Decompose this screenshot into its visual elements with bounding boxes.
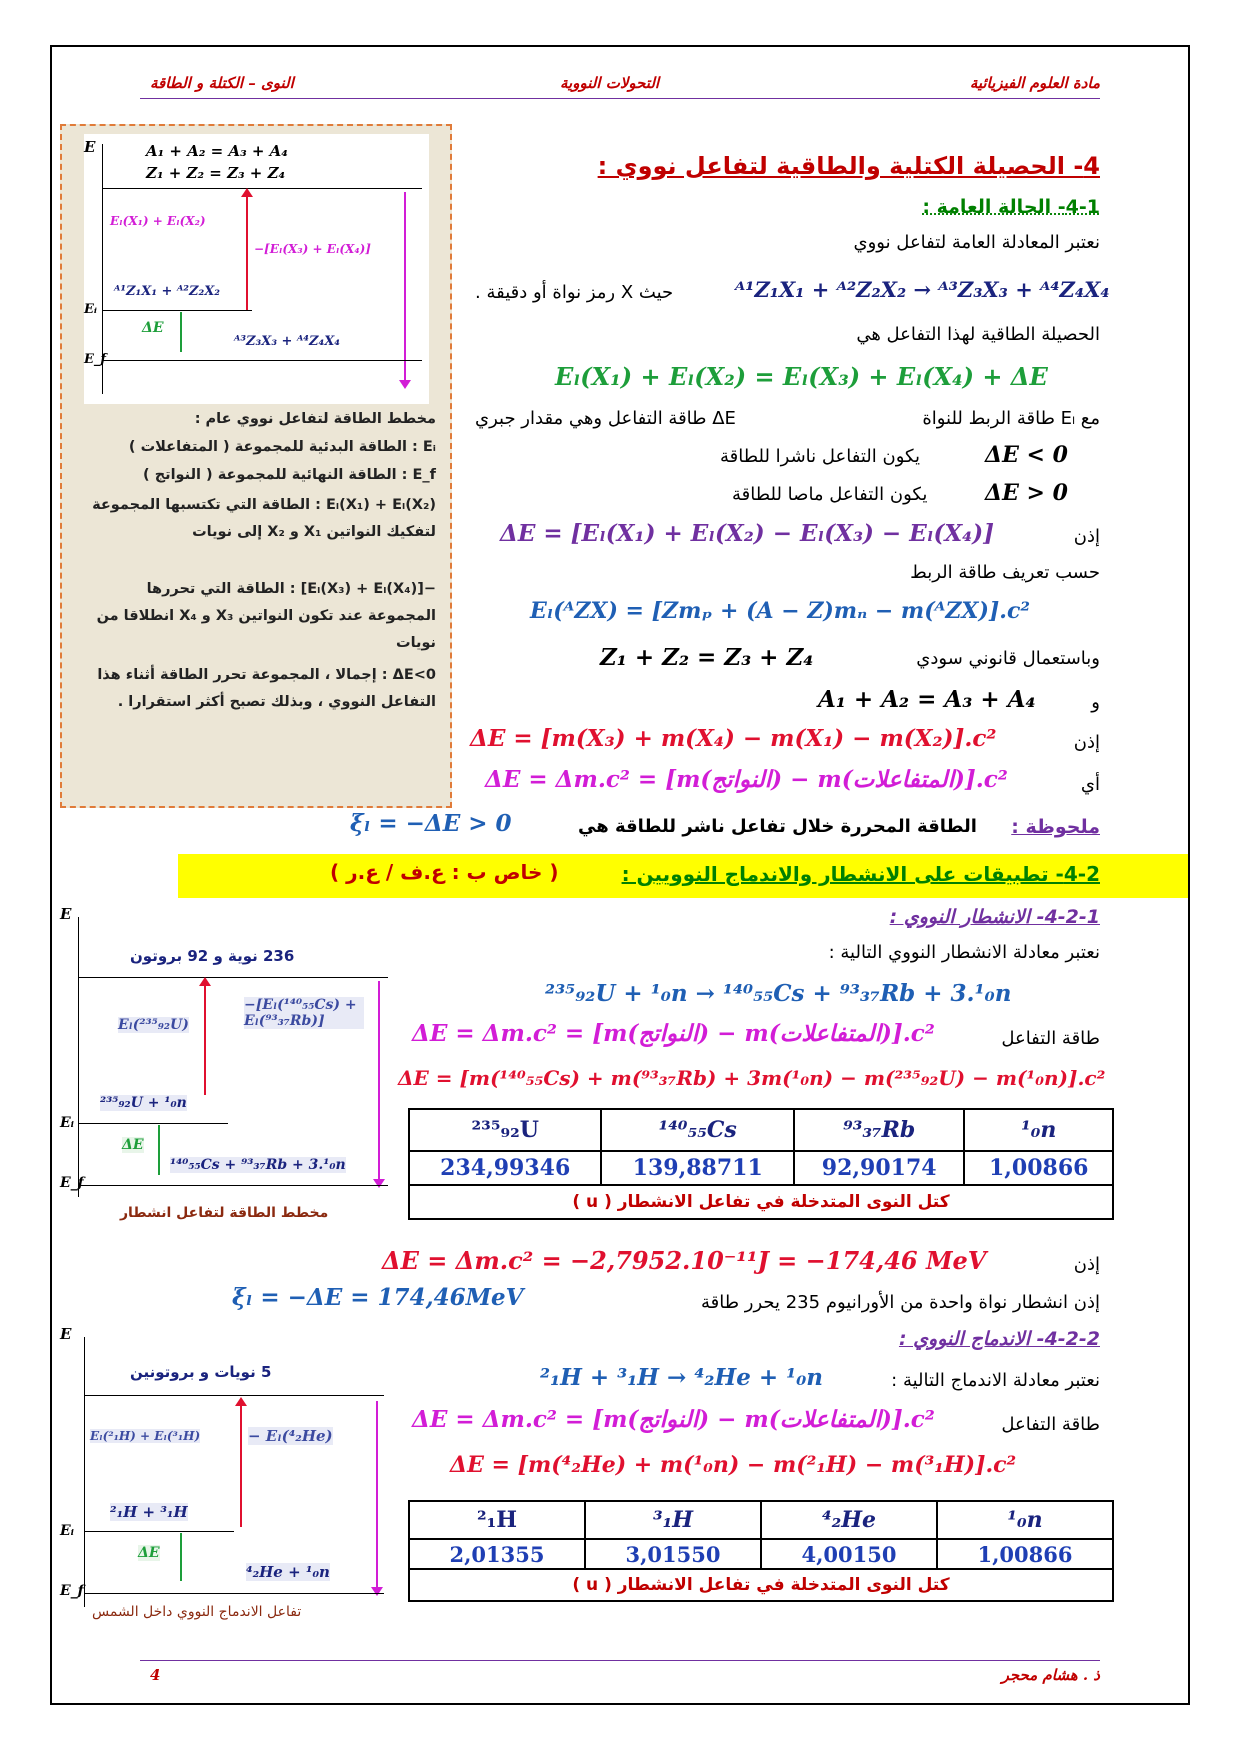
section-title: 4- الحصيلة الكتلية والطاقية لتفاعل نووي : (597, 152, 1100, 180)
top-level (102, 188, 422, 189)
fusion-table-caption: كتل النوى المتدخلة في تفاعل الانشطار ( u ) (409, 1569, 1113, 1601)
de-negative: ΔE < 0 (985, 442, 1068, 468)
footer-author: ذ . هشام محجر (1001, 1666, 1100, 1684)
general-equation: ᴬ¹Z₁X₁ + ᴬ²Z₂X₂ → ᴬ³Z₃X₃ + ᴬ⁴Z₄X₄ (735, 277, 1110, 302)
down-arrow (378, 981, 380, 1181)
section42-special: ( خاص ب : ع.ف / ع.ر ) (330, 860, 559, 884)
legend-ef: E_f : الطاقة النهائية للمجموعة ( النواتج ) (143, 467, 436, 483)
ef-level (78, 1185, 388, 1186)
col-cs: ¹⁴⁰₅₅Cs (601, 1109, 793, 1151)
reactants-label: ᴬ¹Z₁X₁ + ᴬ²Z₂X₂ (114, 284, 220, 299)
fission-de-general: ΔE = Δm.c² = [m(النواتج) − m(المتفاعلات)].c² (412, 1020, 935, 1047)
down-arrow-head (371, 1587, 383, 1596)
ie-text: أي (1080, 774, 1100, 795)
fission-diagram-caption: مخطط الطاقة لتفاعل انشطار (120, 1205, 329, 1221)
top-level (78, 977, 388, 978)
ei-label: Eᵢ (84, 302, 98, 317)
el-products-label: −[Eₗ(X₃) + Eₗ(X₄)] (254, 242, 371, 256)
a-conservation: A₁ + A₂ = A₃ + A₄ (818, 686, 1036, 713)
legend-title: مخطط الطاقة لتفاعل نووي عام : (194, 411, 436, 427)
top-level-label: 236 نوية و 92 بروتون (130, 947, 295, 965)
fission-mass-table (408, 1108, 1114, 1220)
a-conservation: A₁ + A₂ = A₃ + A₄ (146, 142, 288, 160)
mass-h3: 3,01550 (585, 1539, 761, 1569)
up-arrow-head (199, 977, 211, 986)
note-text: الطاقة المحررة خلال تفاعل ناشر للطاقة هي (578, 816, 977, 837)
fission-intro: نعتبر معادلة الانشطار النووي التالية : (828, 942, 1100, 963)
col-n: ¹₀n (937, 1501, 1113, 1539)
top-level-label: 5 نويات و بروتونين (130, 1363, 272, 1381)
col-h2: ²₁H (409, 1501, 585, 1539)
note-label: ملحوظة : (1011, 816, 1100, 838)
de-eq3: ΔE = Δm.c² = [m(النواتج) − m(المتفاعلات)].c² (485, 766, 1008, 793)
ei-level (102, 310, 252, 311)
reactants-label: ²³⁵₉₂U + ¹₀n (100, 1095, 187, 1111)
de-label: ΔE (138, 1545, 160, 1561)
footer-divider (140, 1660, 1100, 1661)
with-el: مع Eₗ طاقة الربط للنواة (922, 408, 1100, 429)
ef-level (102, 360, 422, 361)
el-products-label: −[Eₗ(¹⁴⁰₅₅Cs) + Eₗ(⁹³₃₇Rb)] (244, 997, 364, 1029)
fusion-de-detail: ΔE = [m(⁴₂He) + m(¹₀n) − m(²₁H) − m(³₁H)].c² (450, 1452, 1017, 1478)
mass-cs: 139,88711 (601, 1151, 793, 1185)
de-positive: ΔE > 0 (985, 480, 1068, 506)
subsection-general: 4-1- الحالة العامة : (922, 196, 1100, 218)
up-arrow (246, 192, 248, 310)
de-eq2: ΔE = [m(X₃) + m(X₄) − m(X₁) − m(X₂)].c² (470, 725, 997, 752)
ei-label: Eᵢ (60, 1115, 75, 1131)
fusion-diagram-caption: تفاعل الاندماج النووي داخل الشمس (92, 1604, 302, 1620)
mass-he: 4,00150 (761, 1539, 937, 1569)
general-diagram-box (60, 124, 452, 808)
energy-axis (78, 917, 79, 1197)
down-arrow (404, 192, 406, 382)
up-arrow-head (241, 188, 253, 197)
col-u: ²³⁵₉₂U (409, 1109, 601, 1151)
de-label: ΔE (142, 320, 164, 336)
fission-conclusion: إذن انشطار نواة واحدة من الأورانيوم 235 يحرر طاقة (700, 1292, 1100, 1313)
col-h3: ³₁H (585, 1501, 761, 1539)
el-products-label: − Eₗ(⁴₂He) (248, 1427, 333, 1445)
fusion-energy-label: طاقة التفاعل (1001, 1414, 1100, 1435)
intro-text: نعتبر المعادلة العامة لتفاعل نووي (853, 232, 1100, 253)
el-reactants-label: Eₗ(X₁) + Eₗ(X₂) (110, 214, 206, 228)
up-arrow (240, 1401, 242, 1527)
de-eq1: ΔE = [Eₗ(X₁) + Eₗ(X₂) − Eₗ(X₃) − Eₗ(X₄)] (500, 520, 995, 547)
fission-de-detail: ΔE = [m(¹⁴⁰₅₅Cs) + m(⁹³₃₇Rb) + 3m(¹₀n) − m(²³⁵₉₂U) − m(¹₀n)].c² (398, 1066, 1106, 1090)
mass-rb: 92,90174 (794, 1151, 965, 1185)
header-divider (140, 98, 1100, 99)
ef-label: E_f (60, 1175, 84, 1191)
section42-title: 4-2- تطبيقات على الانشطار والاندماج النوويين : (621, 862, 1100, 886)
up-arrow-head (235, 1397, 247, 1406)
and-text: و (1091, 692, 1100, 713)
fission-then: إذن (1073, 1254, 1100, 1275)
el-reactants-label: Eₗ(²₁H) + Eₗ(³₁H) (90, 1429, 201, 1443)
general-energy-diagram (84, 134, 429, 404)
de-definition: ΔE طاقة التفاعل وهي مقدار جبري (475, 408, 736, 429)
then-2: إذن (1073, 732, 1100, 753)
fusion-equation: ²₁H + ³₁H → ⁴₂He + ¹₀n (540, 1364, 823, 1391)
axis-label: E (84, 138, 96, 156)
products-label: ⁴₂He + ¹₀n (246, 1563, 330, 1581)
mass-n: 1,00866 (964, 1151, 1113, 1185)
fission-title: 4-2-1- الانشطار النووي : (889, 906, 1100, 928)
el-u-label: Eₗ(²³⁵₉₂U) (118, 1017, 189, 1033)
ef-level (84, 1593, 384, 1594)
top-level (84, 1395, 384, 1396)
legend-ei: Eᵢ : الطاقة البدئية للمجموعة ( المتفاعلات ) (128, 439, 436, 455)
axis-label: E (60, 1325, 72, 1343)
legend-el-react: Eₗ(X₁) + Eₗ(X₂) : الطاقة التي تكتسبها المجموعة لتفكيك النواتين X₁ و X₂ إلى نويات (92, 497, 436, 540)
where-x: حيث X رمز نواة أو دقيقة . (475, 282, 674, 303)
mass-u: 234,99346 (409, 1151, 601, 1185)
energy-balance-label: الحصيلة الطاقية لهذا التفاعل هي (856, 324, 1100, 345)
de-positive-text: يكون التفاعل ماصا للطاقة (732, 484, 928, 505)
de-arrow (180, 312, 182, 352)
page-number: 4 (150, 1666, 161, 1684)
by-definition: حسب تعريف طاقة الربط (910, 562, 1100, 583)
axis-label: E (60, 905, 72, 923)
header-topic: النوى – الكتلة و الطاقة (150, 74, 294, 92)
legend-el-prod: −[Eₗ(X₃) + Eₗ(X₄)] : الطاقة التي تحررها المجموعة عند تكون النواتين X₃ و X₄ انطلاقا من نويات (96, 581, 436, 651)
products-label: ¹⁴⁰₅₅Cs + ⁹³₃₇Rb + 3.¹₀n (170, 1157, 346, 1173)
fusion-mass-table (408, 1500, 1114, 1602)
ei-label: Eᵢ (60, 1523, 75, 1539)
ei-level (78, 1123, 228, 1124)
mass-h2: 2,01355 (409, 1539, 585, 1569)
col-n: ¹₀n (964, 1109, 1113, 1151)
legend-de: ΔE<0 : إجمالا ، المجموعة تحرر الطاقة أثناء هذا التفاعل النووي ، وبذلك تصبح أكثر استقرارا . (97, 667, 436, 710)
fission-equation: ²³⁵₉₂U + ¹₀n → ¹⁴⁰₅₅Cs + ⁹³₃₇Rb + 3.¹₀n (545, 980, 1012, 1007)
fission-xi: ξₗ = −ΔE = 174,46MeV (232, 1284, 524, 1311)
de-arrow (180, 1533, 182, 1581)
note-eq: ξₗ = −ΔE > 0 (350, 810, 512, 837)
z-conservation: Z₁ + Z₂ = Z₃ + Z₄ (600, 644, 814, 671)
fission-result: ΔE = Δm.c² = −2,7952.10⁻¹¹J = −174,46 MeV (382, 1246, 987, 1275)
el-definition: Eₗ(ᴬZX) = [Zmₚ + (A − Z)mₙ − m(ᴬZX)].c² (530, 598, 1030, 624)
fission-table-caption: كتل النوى المتدخلة في تفاعل الانشطار ( u ) (409, 1185, 1113, 1219)
ef-label: E_f (84, 352, 107, 367)
down-arrow (376, 1401, 378, 1589)
reactants-label: ²₁H + ³₁H (110, 1503, 188, 1521)
energy-balance-eq: Eₗ(X₁) + Eₗ(X₂) = Eₗ(X₃) + Eₗ(X₄) + ΔE (555, 362, 1048, 391)
de-arrow (158, 1125, 160, 1175)
then-1: إذن (1073, 526, 1100, 547)
de-negative-text: يكون التفاعل ناشرا للطاقة (720, 446, 920, 467)
col-he: ⁴₂He (761, 1501, 937, 1539)
soddy-text: وباستعمال قانوني سودي (916, 648, 1100, 669)
col-rb: ⁹³₃₇Rb (794, 1109, 965, 1151)
down-arrow-head (399, 380, 411, 389)
energy-axis (84, 1337, 85, 1607)
mass-n: 1,00866 (937, 1539, 1113, 1569)
fusion-energy-diagram (60, 1325, 390, 1615)
fusion-intro: نعتبر معادلة الاندماج التالية : (891, 1370, 1100, 1391)
fusion-de-general: ΔE = Δm.c² = [m(النواتج) − m(المتفاعلات)].c² (412, 1406, 935, 1433)
down-arrow-head (373, 1179, 385, 1188)
up-arrow (204, 981, 206, 1095)
header-chapter: التحولات النووية (560, 74, 660, 92)
ef-label: E_f (60, 1583, 84, 1599)
header-subject: مادة العلوم الفيزيائية (969, 74, 1100, 92)
products-label: ᴬ³Z₃X₃ + ᴬ⁴Z₄X₄ (234, 334, 340, 349)
ei-level (84, 1531, 234, 1532)
fission-energy-label: طاقة التفاعل (1001, 1028, 1100, 1049)
fusion-title: 4-2-2- الاندماج النووي : (898, 1328, 1100, 1350)
fission-energy-diagram (60, 905, 390, 1215)
de-label: ΔE (122, 1137, 144, 1153)
z-conservation: Z₁ + Z₂ = Z₃ + Z₄ (146, 164, 286, 182)
